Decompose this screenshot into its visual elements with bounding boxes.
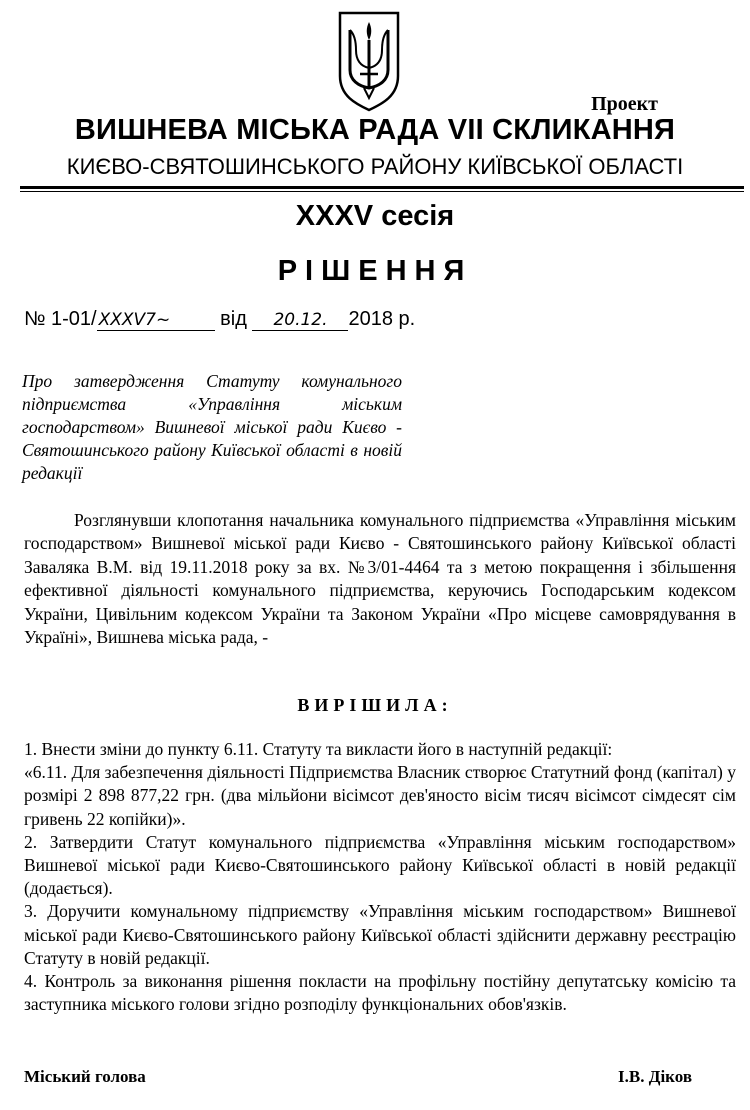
decision-number-line	[24, 308, 415, 331]
decision-item: 4. Контроль за виконання рішення покласти на профільну постійну депутатську комісію та заступника міського голови згідно розподілу функціональних обов'язків.	[24, 971, 736, 1015]
session-title: XXXV сесія	[295, 200, 455, 232]
header-rule-thin	[20, 191, 744, 192]
decision-item: «6.11. Для забезпечення діяльності Підприємства Власник створює Статутний фонд (капітал) у розмірі 2 898 877,22 грн. (два мільйони вісімсот дев'яносто вісім тисяч вісімсот сімдесят сім гривень 22 копійки)».	[24, 762, 736, 829]
decision-item: 1. Внести зміни до пункту 6.11. Статуту та викласти його в наступній редакції:	[24, 739, 613, 759]
signature-title: Міський голова	[24, 1067, 146, 1086]
district-name: КИЄВО-СВЯТОШИНСЬКОГО РАЙОНУ КИЇВСЬКОЇ ОБЛАСТІ	[66, 154, 684, 179]
handwritten-number: XXXV7~	[97, 310, 215, 331]
header-rule-thick	[20, 186, 744, 189]
number-prefix: № 1-01/	[24, 308, 97, 330]
from-label: від	[220, 308, 247, 330]
year-suffix: 2018 р.	[348, 308, 416, 330]
resolved-heading: ВИРІШИЛА:	[297, 695, 453, 715]
coat-of-arms-trident-icon	[336, 10, 402, 112]
council-name: ВИШНЕВА МІСЬКА РАДА VII СКЛИКАННЯ	[74, 114, 676, 146]
handwritten-date: 20.12.	[252, 310, 348, 331]
decision-item: 3. Доручити комунальному підприємству «Управління міським господарством» Вишневої міської ради Києво-Святошинського району Київської області здійснити державну реєстрацію Статуту в новій редакції.	[24, 901, 736, 968]
decision-subject: Про затвердження Статуту комунального підприємства «Управління міським господарством» Вишневої міської ради Києво - Святошинського району Київської області в новій редакції	[22, 371, 402, 483]
project-label: Проект	[591, 93, 658, 115]
decision-items	[24, 738, 736, 1016]
decision-item: 2. Затвердити Статут комунального підприємства «Управління міським господарством» Вишневої міської ради Києво-Святошинського району Київської області в новій редакції (додається).	[24, 831, 736, 899]
decision-title: РІШЕННЯ	[277, 255, 473, 287]
signature-name: І.В. Діков	[618, 1067, 692, 1086]
preamble-paragraph: Розглянувши клопотання начальника комунального підприємства «Управління міським господарством» Вишневої міської ради Києво - Святошинського району Київської області Заваляка В.М. від 19.11.2018 року за вх. №3/01-4464 та з метою покращення і збільшення ефективної діяльності комунального підприємства, керуючись Господарським кодексом України, Цивільним кодексом України та Законом України «Про місцеве самоврядування в Україні», Вишнева міська рада, -	[24, 510, 736, 648]
